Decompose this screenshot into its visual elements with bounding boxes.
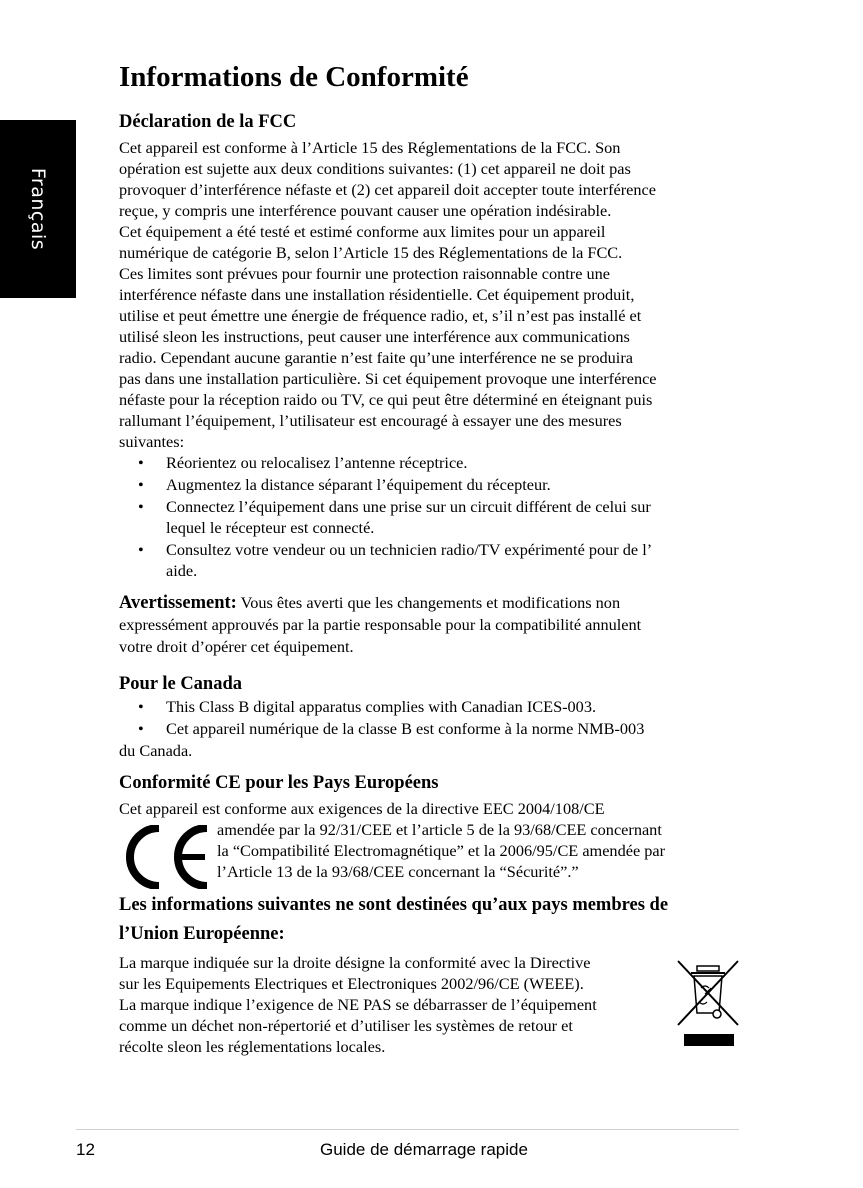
warning-paragraph: Avertissement: Vous êtes averti que les changements et modifications non expressément approuvés par la partie responsable pour la compatibilité annulent votre droit d’opérer cet équipement.: [119, 593, 642, 656]
bullet-icon: •: [138, 497, 144, 516]
weee-line: La marque indiquée sur la droite désigne la conformité avec la Directive: [119, 953, 591, 972]
footer-divider: [76, 1129, 739, 1130]
bullet-icon: •: [138, 719, 144, 738]
fcc-line: utilisé sleon les instructions, peut causer une interférence aux communications: [119, 327, 630, 346]
fcc-measures-list: [119, 452, 741, 581]
ce-mark-icon: [119, 825, 211, 889]
list-item: • This Class B digital apparatus complies with Canadian ICES-003.: [138, 697, 597, 716]
ce-line: amendée par la 92/31/CEE et l’article 5 de la 93/68/CEE concernant: [217, 820, 662, 839]
fcc-line: rallumant l’équipement, l’utilisateur est encouragé à essayer une des mesures: [119, 411, 622, 430]
ce-line: l’Article 13 de la 93/68/CEE concernant la “Sécurité”.”: [217, 862, 579, 881]
weee-line: comme un déchet non-répertorié et d’utiliser les systèmes de retour et: [119, 1016, 573, 1035]
ce-text: [217, 819, 741, 882]
fcc-line: interférence néfaste dans une installation résidentielle. Cet équipement produit,: [119, 285, 635, 304]
warning-lead: Avertissement:: [119, 593, 237, 613]
fcc-line: Cet appareil est conforme à l’Article 15 des Réglementations de la FCC. Son: [119, 138, 621, 157]
bullet-icon: •: [138, 475, 144, 494]
fcc-line: provoquer d’interférence néfaste et (2) cet appareil doit accepter toute interférence: [119, 180, 656, 199]
fcc-line: Cet équipement a été testé et estimé conforme aux limites pour un appareil: [119, 222, 606, 241]
list-item: • Cet appareil numérique de la classe B est conforme à la norme NMB-003: [138, 719, 645, 738]
list-item: • Augmentez la distance séparant l’équipement du récepteur.: [138, 475, 551, 494]
bullet-icon: •: [138, 697, 144, 716]
language-side-tab-label: Français: [27, 167, 49, 251]
fcc-heading: Déclaration de la FCC: [119, 112, 297, 132]
weee-line: sur les Equipements Electriques et Electroniques 2002/96/CE (WEEE).: [119, 974, 584, 993]
list-item: • Connectez l’équipement dans une prise sur un circuit différent de celui sur lequel le récepteur est connecté.: [138, 497, 651, 537]
weee-crossed-bin-icon: [677, 958, 739, 1050]
weee-block: [119, 952, 741, 1057]
fcc-line: utilise et peut émettre une énergie de fréquence radio, et, s’il n’est pas installé et: [119, 306, 642, 325]
page-content: [119, 58, 741, 1057]
fcc-line: numérique de catégorie B, selon l’Article 15 des Réglementations de la FCC.: [119, 243, 623, 262]
fcc-line: Ces limites sont prévues pour fournir une protection raisonnable contre une: [119, 264, 611, 283]
list-item: • Consultez votre vendeur ou un technicien radio/TV expérimenté pour de l’ aide.: [138, 540, 653, 580]
fcc-paragraph: [119, 137, 741, 452]
weee-text: [119, 952, 679, 1057]
fcc-line: néfaste pour la réception raido ou TV, ce qui peut être déterminé en éteignant puis: [119, 390, 653, 409]
fcc-line: pas dans une installation particulière. Si cet équipement provoque une interférence: [119, 369, 657, 388]
ce-intro: Cet appareil est conforme aux exigences de la directive EEC 2004/108/CE: [119, 799, 605, 818]
weee-line: La marque indique l’exigence de NE PAS se débarrasser de l’équipement: [119, 995, 597, 1014]
bullet-icon: •: [138, 540, 144, 559]
list-item: • Réorientez ou relocalisez l’antenne réceptrice.: [138, 453, 468, 472]
ce-block: [119, 819, 741, 885]
canada-heading: Pour le Canada: [119, 674, 243, 694]
fcc-line: radio. Cependant aucune garantie n’est faite qu’une interférence ne se produira: [119, 348, 633, 367]
weee-line: récolte sleon les réglementations locales.: [119, 1037, 386, 1056]
fcc-line: reçue, y compris une interférence pouvant causer une opération indésirable.: [119, 201, 612, 220]
fcc-line: suivantes:: [119, 432, 185, 451]
footer-title: Guide de démarrage rapide: [320, 1140, 528, 1159]
page-number: 12: [76, 1140, 95, 1159]
page-title: Informations de Conformité: [119, 61, 469, 93]
eu-heading: Les informations suivantes ne sont destinées qu’aux pays membres de l’Union Européenne:: [119, 895, 669, 944]
bullet-icon: •: [138, 453, 144, 472]
ce-heading: Conformité CE pour les Pays Européens: [119, 773, 439, 793]
canada-list: [119, 696, 741, 739]
canada-tail: du Canada.: [119, 741, 193, 760]
ce-line: la “Compatibilité Electromagnétique” et la 2006/95/CE amendée par: [217, 841, 666, 860]
fcc-line: opération est sujette aux deux conditions suivantes: (1) cet appareil ne doit pas: [119, 159, 631, 178]
